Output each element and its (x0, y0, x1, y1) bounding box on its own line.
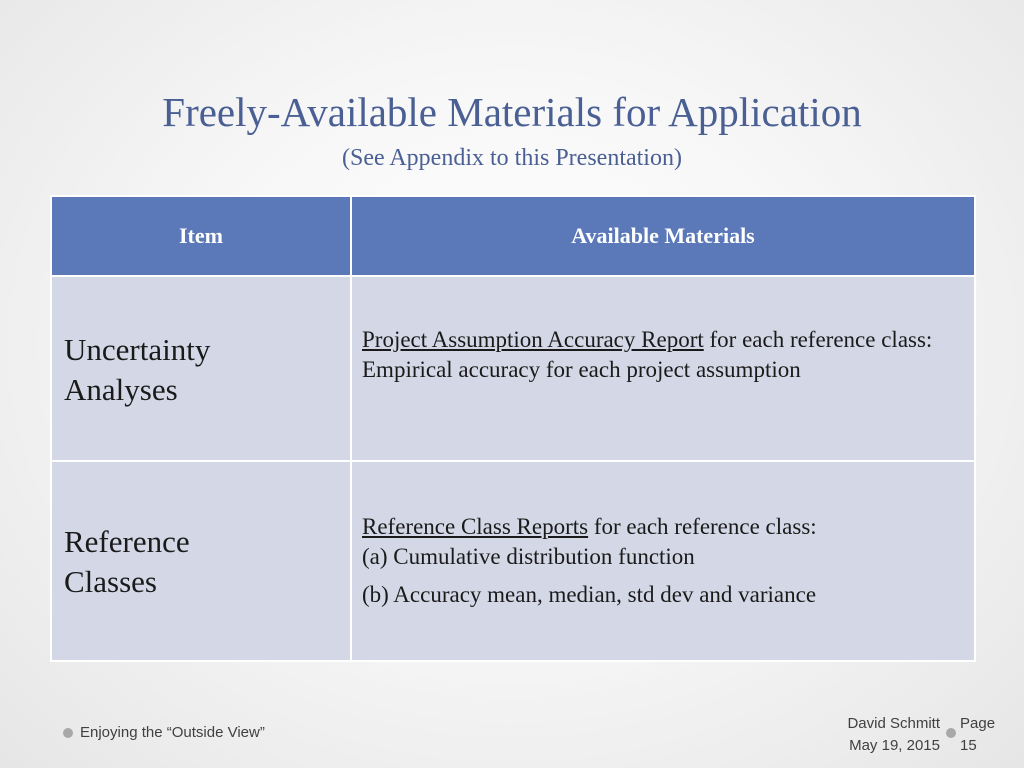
header-available-materials: Available Materials (351, 196, 975, 276)
link-suffix: for each reference class: (703, 327, 933, 352)
footer-date: May 19, 2015 (849, 737, 940, 754)
table-row (51, 461, 975, 661)
report-link[interactable]: Reference Class Reports (362, 514, 589, 539)
materials-cell (351, 276, 975, 461)
link-suffix: for each reference class: (588, 514, 817, 539)
header-item: Item (51, 196, 351, 276)
materials-first-line (362, 512, 964, 542)
footer-page-label: Page (960, 715, 996, 732)
materials-line: (b) Accuracy mean, median, std dev and variance (362, 582, 817, 607)
footer-bullet-icon (63, 728, 73, 738)
materials-line: Empirical accuracy for each project assumption (362, 357, 801, 382)
footer-presentation-title: Enjoying the “Outside View” (80, 724, 265, 741)
footer-author: David Schmitt (847, 715, 940, 732)
slide-subtitle: (See Appendix to this Presentation) (342, 145, 682, 171)
report-link[interactable]: Project Assumption Accuracy Report (362, 327, 704, 352)
item-text-line: Uncertainty (64, 332, 211, 367)
item-text-line: Reference (64, 524, 190, 559)
materials-line: (a) Cumulative distribution function (362, 544, 695, 569)
materials-cell (351, 461, 975, 661)
item-cell (51, 461, 351, 661)
table-row (51, 276, 975, 461)
slide-title: Freely-Available Materials for Application (162, 89, 862, 135)
materials-table (50, 195, 976, 662)
table-header-row (51, 196, 975, 276)
item-text-line: Classes (64, 564, 157, 599)
materials-first-line (362, 325, 964, 355)
footer-bullet-icon (946, 728, 956, 738)
item-cell (51, 276, 351, 461)
item-text-line: Analyses (64, 372, 178, 407)
footer-page-number: 15 (960, 737, 977, 754)
